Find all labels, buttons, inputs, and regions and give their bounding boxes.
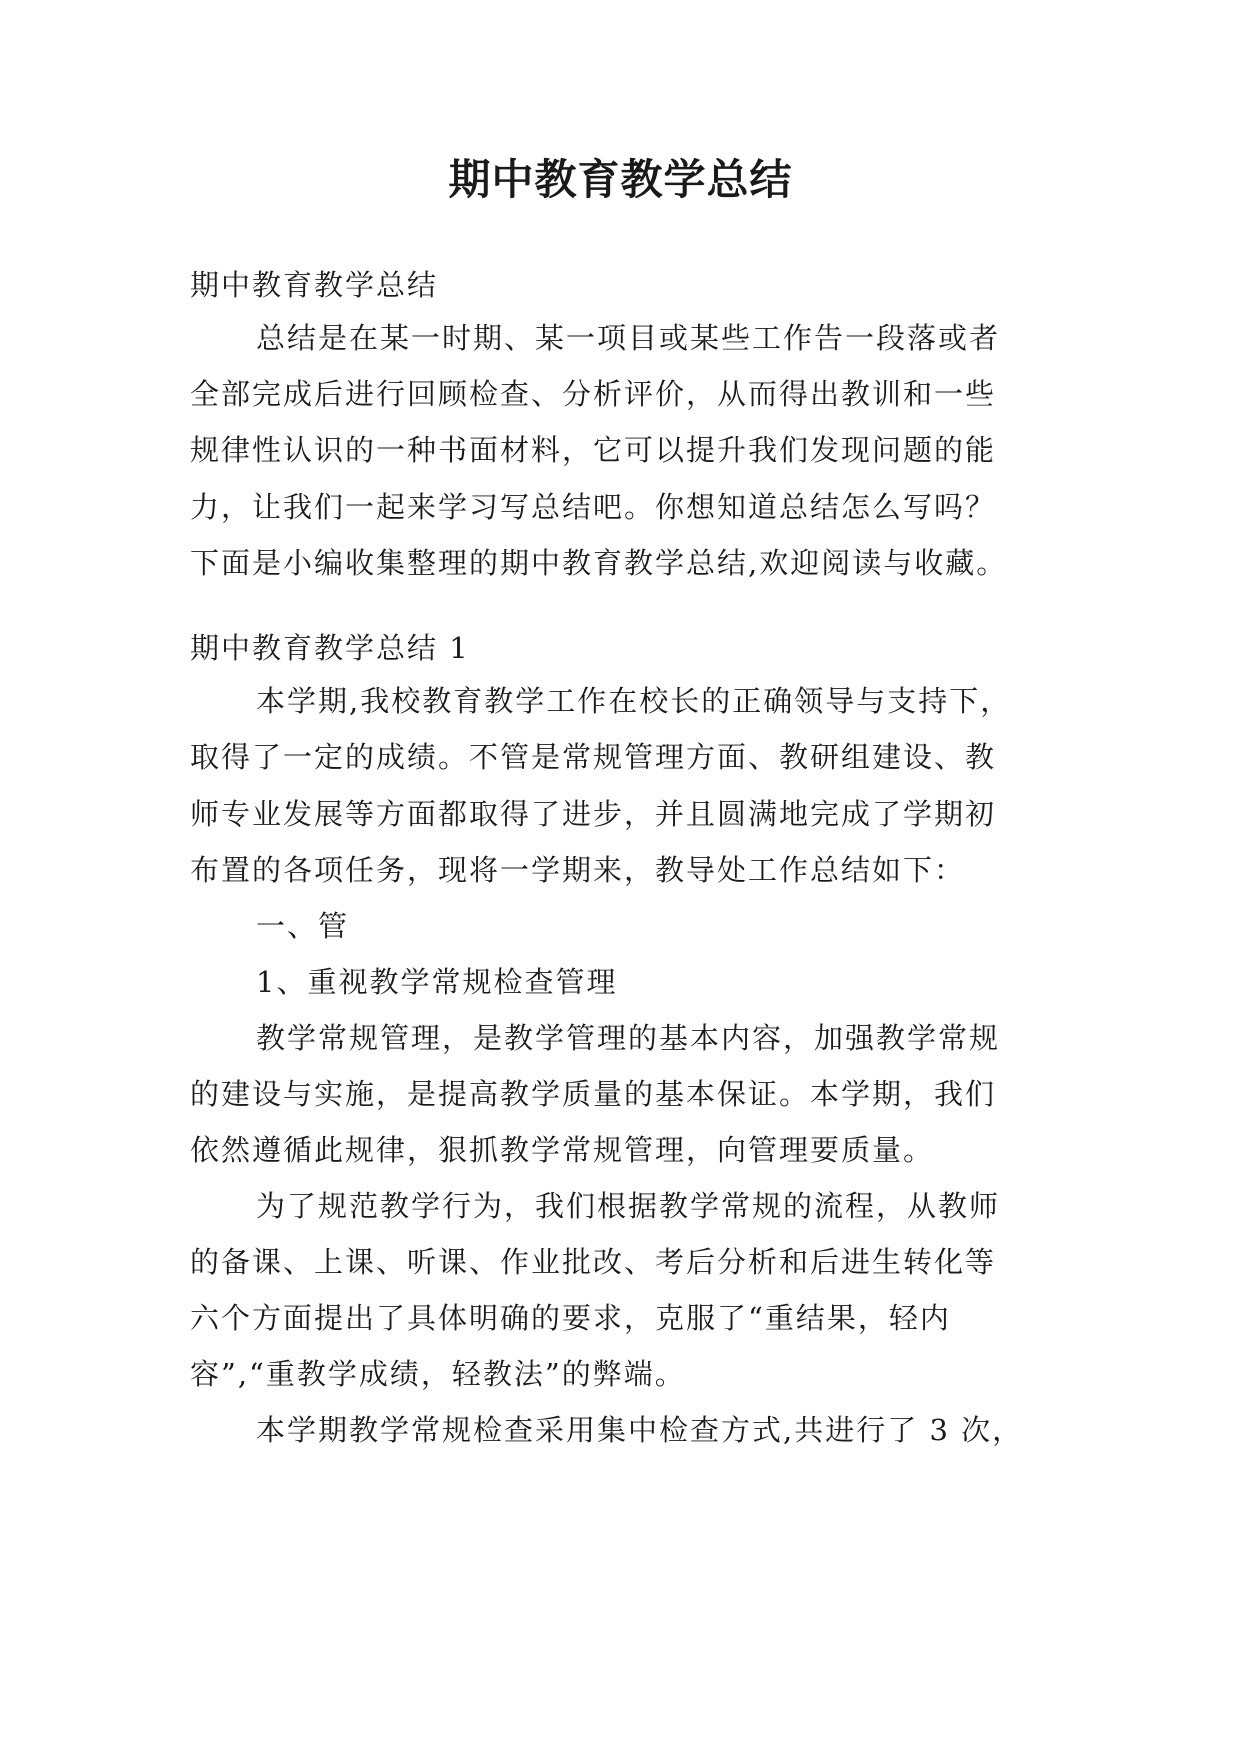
paragraph-1-line-3: 师专业发展等方面都取得了进步，并且圆满地完成了学期初 xyxy=(190,797,997,831)
intro-line-4: 力，让我们一起来学习写总结吧。你想知道总结怎么写吗？ xyxy=(190,490,997,524)
item-heading: 1、重视教学常规检查管理 xyxy=(256,965,618,999)
paragraph-1-line-1: 本学期,我校教育教学工作在校长的正确领导与支持下， xyxy=(256,684,1012,718)
paragraph-2-line-1: 教学常规管理，是教学管理的基本内容，加强教学常规 xyxy=(256,1021,1001,1055)
paragraph-4-line-1: 本学期教学常规检查采用集中检查方式,共进行了 3 次， xyxy=(256,1413,1024,1447)
intro-line-3: 规律性认识的一种书面材料，它可以提升我们发现问题的能 xyxy=(190,433,997,467)
subtitle-line: 期中教育教学总结 xyxy=(190,268,439,302)
section-heading: 期中教育教学总结 1 xyxy=(190,631,470,665)
intro-line-5: 下面是小编收集整理的期中教育教学总结,欢迎阅读与收藏。 xyxy=(190,546,1008,580)
part-heading: 一、管 xyxy=(256,909,350,943)
paragraph-1-line-4: 布置的各项任务，现将一学期来，教导处工作总结如下： xyxy=(190,853,966,887)
intro-line-1: 总结是在某一时期、某一项目或某些工作告一段落或者 xyxy=(256,321,1001,355)
paragraph-2-line-2: 的建设与实施，是提高教学质量的基本保证。本学期，我们 xyxy=(190,1077,997,1111)
paragraph-3-line-4: 容”,“重教学成绩，轻教法”的弊端。 xyxy=(190,1357,686,1391)
paragraph-3-line-1: 为了规范教学行为，我们根据教学常规的流程，从教师 xyxy=(256,1189,1001,1223)
paragraph-2-line-3: 依然遵循此规律，狠抓教学常规管理，向管理要质量。 xyxy=(190,1133,935,1167)
paragraph-3-line-3: 六个方面提出了具体明确的要求，克服了“重结果，轻内 xyxy=(190,1301,951,1335)
paragraph-3-line-2: 的备课、上课、听课、作业批改、考后分析和后进生转化等 xyxy=(190,1245,997,1279)
document-title: 期中教育教学总结 xyxy=(448,155,793,204)
intro-line-2: 全部完成后进行回顾检查、分析评价，从而得出教训和一些 xyxy=(190,377,997,411)
paragraph-1-line-2: 取得了一定的成绩。不管是常规管理方面、教研组建设、教 xyxy=(190,740,997,774)
